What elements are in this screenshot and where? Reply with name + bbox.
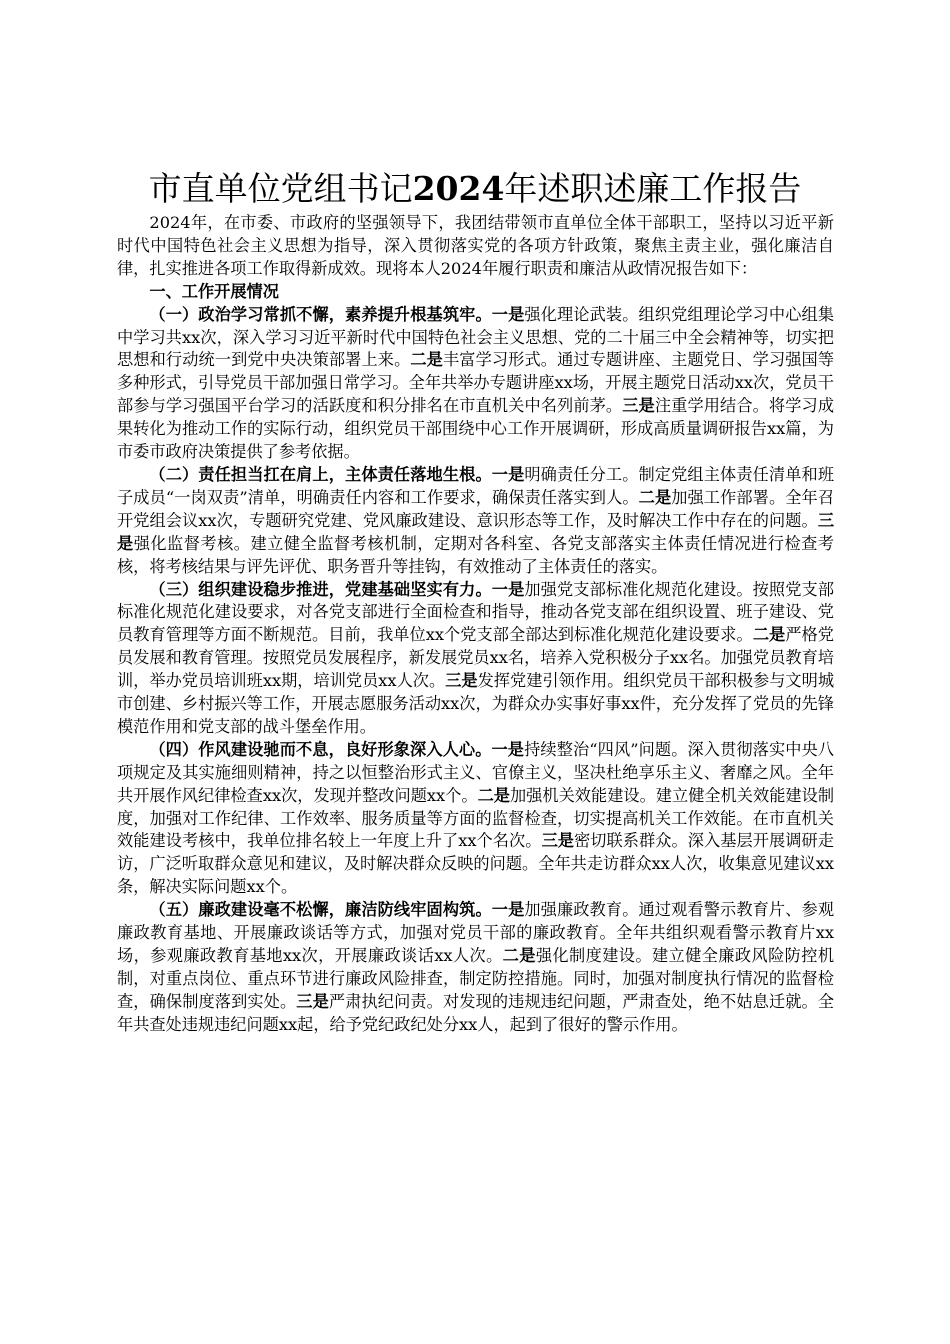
- point-lead: 三是: [541, 831, 575, 851]
- point-text: 强化监督考核。建立健全监督考核机制，定期对各科室、各党支部落实主体责任情况进行检查考核，将考核结果与评先评优、职务晋升等挂钩，有效推动了主体责任的落实。: [117, 533, 834, 576]
- subsection-paragraph-1: [117, 304, 834, 464]
- subsection-heading: （五）廉政建设毫不松懈，廉洁防线牢固构筑。: [149, 900, 492, 920]
- section-heading: 一、工作开展情况: [149, 281, 279, 301]
- subsection-paragraph-5: [117, 899, 834, 1036]
- point-lead: 三是: [622, 396, 655, 416]
- point-text: 注重学用结合。将学习成果转化为推动工作的实际行动，组织党员干部围绕中心工作开展调研，形成高质量调研报告xx篇，为市委市政府决策提供了参考依据。: [117, 396, 835, 462]
- point-lead: 一是: [491, 900, 525, 920]
- point-lead: 一是: [491, 304, 525, 324]
- point-lead: 二是: [752, 625, 786, 645]
- point-lead: 一是: [491, 739, 525, 759]
- subsection-paragraph-4: [117, 739, 834, 899]
- point-lead: 一是: [491, 464, 525, 484]
- point-text: 严肃执纪问责。对发现的违规违纪问题，严肃查处，绝不姑息迁就。全年共查处违规违纪问题xx起，给予党纪政纪处分xx人，起到了很好的警示作用。: [117, 991, 835, 1034]
- point-text: 加强廉政教育。通过观看警示教育片、参观廉政教育基地、开展廉政谈话等方式，加强对党员干部的廉政教育。全年共组织观看警示教育片xx场，参观廉政教育基地xx次，开展廉政谈话xx人次。: [117, 900, 835, 965]
- point-lead: 三是: [296, 991, 329, 1011]
- subsection-heading: （二）责任担当扛在肩上，主体责任落地生根。: [149, 464, 492, 484]
- title-year: 2024: [412, 169, 505, 208]
- point-text: 持续整治“四风”问题。深入贯彻落实中央八项规定及其实施细则精神，持之以恒整治形式主义、官僚主义，坚决杜绝享乐主义、奢靡之风。全年共开展作风纪律检查xx次，发现并整改问题xx个。: [117, 739, 835, 805]
- point-lead: 一是: [491, 579, 525, 599]
- point-lead: 三是: [445, 671, 478, 691]
- point-text: 加强工作部署。全年召开党组会议xx次，专题研究党建、党风廉政建设、意识形态等工作，及时解决工作中存在的问题。: [117, 487, 835, 530]
- point-lead: 二是: [502, 946, 536, 965]
- point-lead: 三是: [117, 510, 834, 553]
- title-text-post: 年述职述廉工作报告: [504, 169, 802, 208]
- document-body: [117, 212, 834, 1037]
- subsection-heading: （四）作风建设驰而不息，良好形象深入人心。: [149, 739, 492, 759]
- subsection-paragraph-3: [117, 579, 834, 739]
- point-text: 加强党支部标准化规范化建设。按照党支部标准化规范化建设要求，对各党支部进行全面检查和指导，推动各党支部在组织设置、班子建设、党员教育管理等方面不断规范。目前，我单位xx个党支部全部达到标准化规范化建设要求。: [117, 579, 835, 645]
- point-text: 密切联系群众。深入基层开展调研走访，广泛听取群众意见和建议，及时解决群众反映的问题。全年共走访群众xx人次，收集意见建议xx条，解决实际问题xx个。: [117, 831, 834, 897]
- point-text: 明确责任分工。制定党组主体责任清单和班子成员“一岗双责”清单，明确责任内容和工作要求，确保责任落实到人。: [117, 464, 835, 507]
- subsection-paragraph-2: [117, 464, 834, 579]
- intro-paragraph: 2024年，在市委、市政府的坚强领导下，我团结带领市直单位全体干部职工，坚持以习近平新时代中国特色社会主义思想为指导，深入贯彻落实党的各项方针政策，聚焦主责主业，强化廉洁自律，扎实推进各项工作取得新成效。现将本人2024年履行职责和廉洁从政情况报告如下：: [117, 213, 834, 278]
- point-text: 丰富学习形式。通过专题讲座、主题党日、学习强国等多种形式，引导党员干部加强日常学习。全年共举办专题讲座xx场，开展主题党日活动xx次，党员干部参与学习强国平台学习的活跃度和积分排名在市直机关中名列前茅。: [117, 350, 835, 416]
- title-text-pre: 市直单位党组书记: [148, 169, 413, 208]
- point-lead: 二是: [638, 487, 672, 507]
- subsection-heading: （三）组织建设稳步推进，党建基础坚实有力。: [149, 579, 492, 599]
- subsection-heading: （一）政治学习常抓不懈，素养提升根基筑牢。: [149, 304, 492, 324]
- point-text: 强化制度建设。建立健全廉政风险防控机制，对重点岗位、重点环节进行廉政风险排查，制定防控措施。同时，加强对制度执行情况的监督检查，确保制度落到实处。: [117, 946, 835, 1011]
- point-text: 强化理论武装。组织党组理论学习中心组集中学习共xx次，深入学习习近平新时代中国特色社会主义思想、党的二十届三中全会精神等，切实把思想和行动统一到党中央决策部署上来。: [117, 304, 835, 370]
- point-lead: 二是: [410, 350, 443, 370]
- document-title: [115, 166, 835, 212]
- point-text: 严格党员发展和教育管理。按照党员发展程序，新发展党员xx名，培养入党积极分子xx名。加强党员教育培训，举办党员培训班xx期，培训党员xx人次。: [117, 625, 834, 691]
- point-lead: 二是: [477, 785, 510, 805]
- point-text: 加强机关效能建设。建立健全机关效能建设制度，加强对工作纪律、工作效率、服务质量等方面的监督检查，切实提高机关工作效能。在市直机关效能建设考核中，我单位排名较上一年度上升了xx个名次。: [117, 785, 835, 851]
- point-text: 发挥党建引领作用。组织党员干部积极参与文明城市创建、乡村振兴等工作，开展志愿服务活动xx次，为群众办实事好事xx件，充分发挥了党员的先锋模范作用和党支部的战斗堡垒作用。: [117, 671, 835, 736]
